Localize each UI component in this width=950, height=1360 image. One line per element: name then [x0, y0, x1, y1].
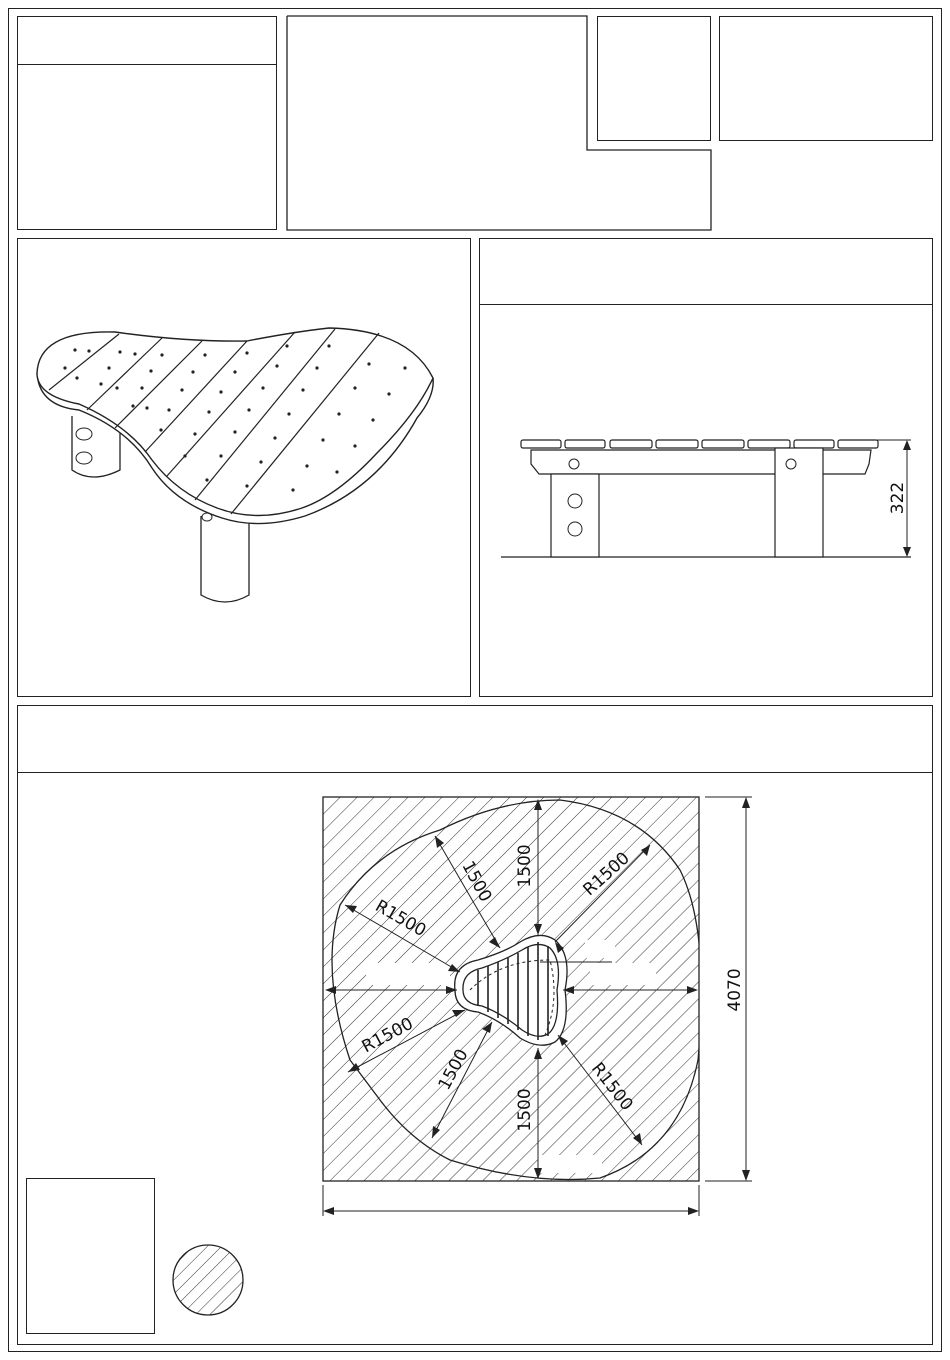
distance-label-upper-diagonal: 1500 [457, 857, 496, 906]
height-dimension-label: 322 [888, 481, 908, 515]
radius-label-lower-left: R1500 [358, 1013, 417, 1058]
distance-label-lower-diagonal: 1500 [434, 1045, 473, 1094]
overall-height-label: 4070 [725, 968, 745, 1012]
radius-label-upper-right: R1500 [579, 848, 634, 901]
distance-label-top: 1500 [515, 844, 535, 888]
radius-label-lower-right: R1500 [587, 1059, 637, 1115]
radius-label-upper-left: R1500 [371, 896, 430, 942]
hatch-legend-swatch [168, 1243, 248, 1323]
legend-box [26, 1178, 155, 1334]
distance-label-bottom: 1500 [515, 1088, 535, 1132]
